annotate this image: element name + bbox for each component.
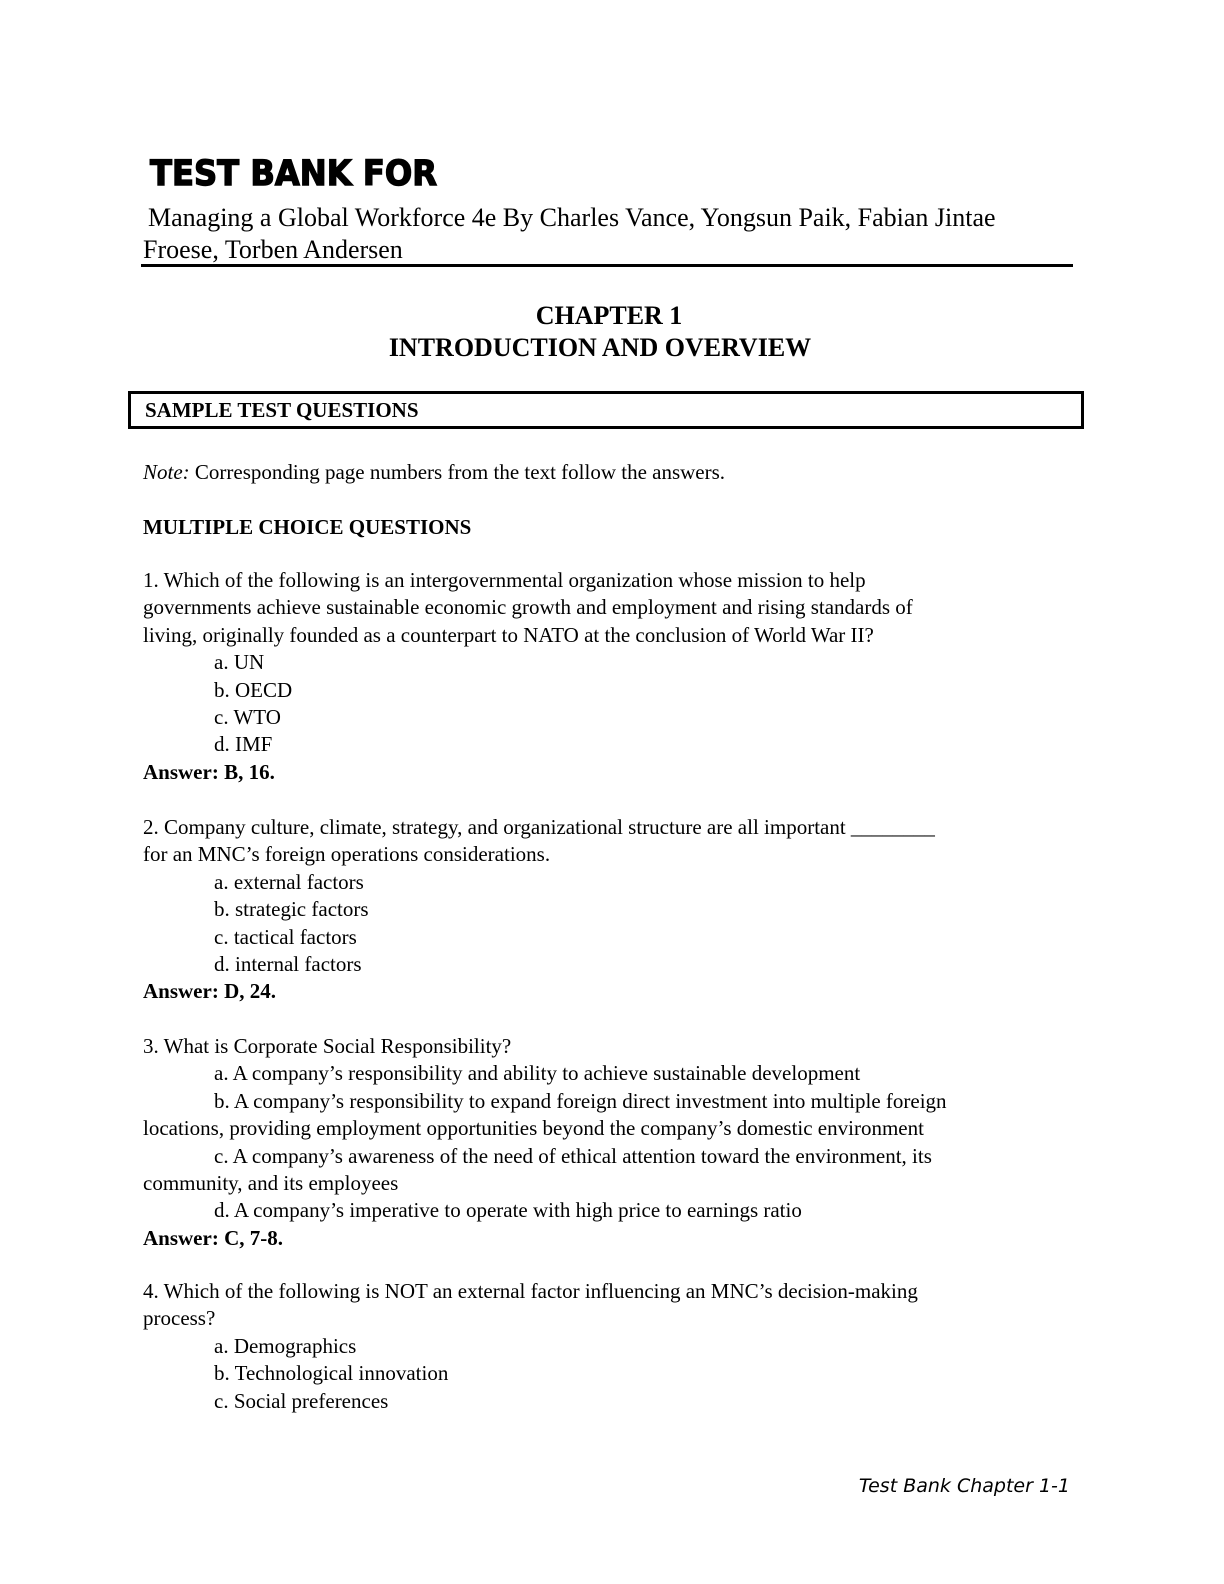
question-stem-line: governments achieve sustainable economic growth and employment and rising standards of <box>143 595 913 620</box>
sample-questions-box <box>128 391 1084 429</box>
answer-option-continuation: community, and its employees <box>143 1171 399 1196</box>
note-label: Note: <box>143 460 190 484</box>
book-title <box>143 202 1083 266</box>
question-3 <box>143 1033 1073 1252</box>
question-4 <box>143 1278 1073 1415</box>
book-title-line-1: Managing a Global Workforce 4e By Charles Vance, Yongsun Paik, Fabian Jintae <box>148 203 996 232</box>
answer-option: a. UN <box>214 650 265 675</box>
answer-option: d. internal factors <box>214 952 362 977</box>
note <box>143 458 725 486</box>
chapter-number: CHAPTER 1 <box>535 301 683 330</box>
answer-option: b. Technological innovation <box>214 1361 449 1386</box>
question-stem-line: 4. Which of the following is NOT an external factor influencing an MNC’s decision-making <box>143 1279 918 1303</box>
question-1 <box>143 567 1073 786</box>
question-stem-line: process? <box>143 1306 216 1331</box>
answer-key: Answer: B, 16. <box>143 759 275 784</box>
answer-option: c. tactical factors <box>214 924 357 949</box>
question-stem-line: 3. What is Corporate Social Responsibility? <box>143 1034 512 1058</box>
title-divider <box>141 264 1073 267</box>
page-footer: Test Bank Chapter 1-1 <box>858 1475 1070 1497</box>
answer-option: b. OECD <box>214 677 293 702</box>
answer-key: Answer: D, 24. <box>143 979 276 1004</box>
answer-option: c. A company’s awareness of the need of ethical attention toward the environment, its <box>214 1143 932 1168</box>
answer-option: a. Demographics <box>214 1333 357 1358</box>
answer-option: d. A company’s imperative to operate with high price to earnings ratio <box>214 1198 802 1223</box>
answer-option: c. WTO <box>214 705 281 730</box>
question-stem-line: for an MNC’s foreign operations considerations. <box>143 842 551 867</box>
answer-option: b. A company’s responsibility to expand foreign direct investment into multiple foreign <box>214 1088 947 1113</box>
question-stem-line: 2. Company culture, climate, strategy, and organizational structure are all important ________ <box>143 815 935 839</box>
test-bank-title: TEST BANK FOR <box>150 154 438 194</box>
question-stem-line: living, originally founded as a counterpart to NATO at the conclusion of World War II? <box>143 622 874 647</box>
answer-option: a. A company’s responsibility and ability to achieve sustainable development <box>214 1061 861 1086</box>
answer-option: a. external factors <box>214 869 364 894</box>
answer-option: b. strategic factors <box>214 897 369 922</box>
section-title: MULTIPLE CHOICE QUESTIONS <box>143 515 472 539</box>
sample-questions-label: SAMPLE TEST QUESTIONS <box>145 398 419 422</box>
answer-key: Answer: C, 7-8. <box>143 1225 283 1250</box>
book-title-line-2: Froese, Torben Andersen <box>143 235 403 264</box>
question-stem-line: 1. Which of the following is an intergovernmental organization whose mission to help <box>143 568 866 592</box>
note-text: Corresponding page numbers from the text follow the answers. <box>189 460 726 484</box>
answer-option-continuation: locations, providing employment opportunities beyond the company’s domestic environment <box>143 1116 924 1141</box>
question-2 <box>143 814 1073 1006</box>
answer-option: c. Social preferences <box>214 1388 389 1413</box>
answer-option: d. IMF <box>214 732 273 757</box>
chapter-title: INTRODUCTION AND OVERVIEW <box>388 333 812 362</box>
